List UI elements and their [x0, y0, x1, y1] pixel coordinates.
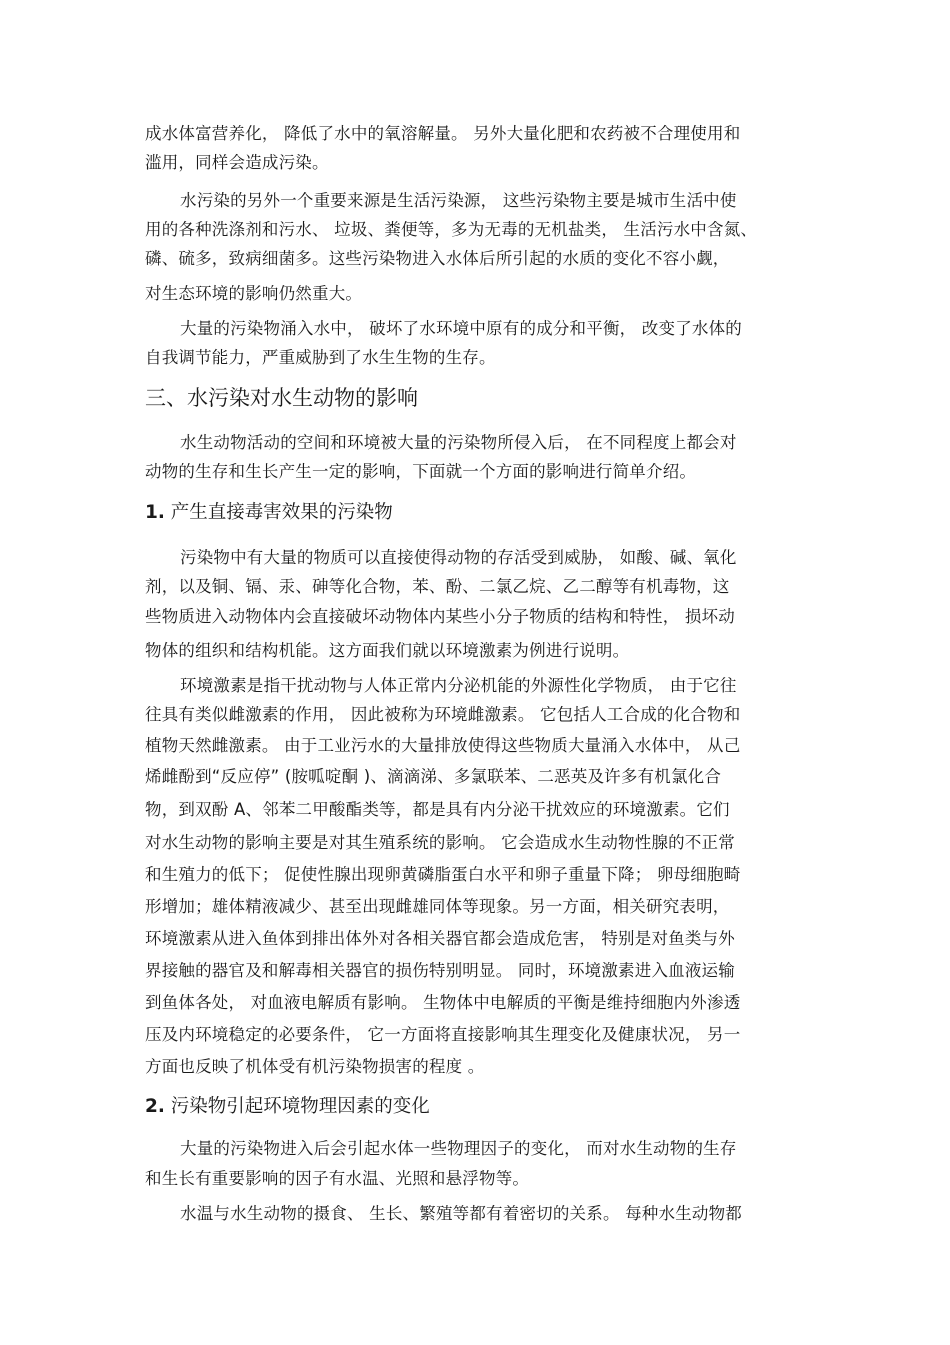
paragraph-line: 压及内环境稳定的必要条件， 它一方面将直接影响其生理变化及健康状况， 另一 [145, 1025, 741, 1044]
subsection-title: 污染物引起环境物理因素的变化 [170, 1096, 430, 1117]
paragraph-line: 滥用，同样会造成污染。 [145, 153, 329, 172]
paragraph-line: 到鱼体各处， 对血液电解质有影响。 生物体中电解质的平衡是维持细胞内外渗透 [145, 993, 741, 1012]
subsection-heading [145, 1094, 430, 1120]
paragraph-line: 污染物中有大量的物质可以直接使得动物的存活受到威胁， 如酸、碱、氧化 [180, 548, 737, 567]
paragraph-line: 成水体富营养化， 降低了水中的氧溶解量。 另外大量化肥和农药被不合理使用和 [145, 124, 741, 143]
subsection-title: 产生直接毒害效果的污染物 [170, 502, 393, 523]
paragraph-line: 动物的生存和生长产生一定的影响，下面就一个方面的影响进行简单介绍。 [145, 462, 697, 481]
paragraph-line: 界接触的器官及和解毒相关器官的损伤特别明显。 同时，环境激素进入血液运输 [145, 961, 735, 980]
subsection-number: 2. [145, 1096, 165, 1117]
paragraph-line: 烯雌酚到“反应停” (胺呱啶酮 )、滴滴涕、多氯联苯、二恶英及许多有机氯化合 [145, 767, 722, 786]
subsection-heading [145, 500, 393, 526]
paragraph-line: 大量的污染物涌入水中， 破坏了水环境中原有的成分和平衡， 改变了水体的 [180, 319, 742, 338]
paragraph-line: 和生殖力的低下； 促使性腺出现卵黄磷脂蛋白水平和卵子重量下降； 卵母细胞畸 [145, 865, 741, 884]
paragraph-line: 对生态环境的影响仍然重大。 [145, 284, 363, 303]
paragraph-line: 些物质进入动物体内会直接破坏动物体内某些小分子物质的结构和特性， 损坏动 [145, 607, 735, 626]
paragraph-line: 环境激素是指干扰动物与人体正常内分泌机能的外源性化学物质， 由于它往 [180, 676, 737, 695]
paragraph-line: 用的各种洗涤剂和污水、 垃圾、粪便等，多为无毒的无机盐类， 生活污水中含氮、 [145, 220, 758, 239]
paragraph-line: 方面也反映了机体受有机污染物损害的程度 。 [145, 1057, 485, 1076]
paragraph-line: 植物天然雌激素。 由于工业污水的大量排放使得这些物质大量涌入水体中， 从己 [145, 736, 741, 755]
subsection-number: 1. [145, 502, 165, 523]
paragraph-line: 磷、硫多，致病细菌多。这些污染物进入水体后所引起的水质的变化不容小觑， [145, 249, 730, 268]
paragraph-line: 大量的污染物进入后会引起水体一些物理因子的变化， 而对水生动物的生存 [180, 1139, 737, 1158]
paragraph-line: 和生长有重要影响的因子有水温、光照和悬浮物等。 [145, 1169, 530, 1188]
paragraph-line: 自我调节能力，严重威胁到了水生生物的生存。 [145, 348, 496, 367]
section-heading: 三、水污染对水生动物的影响 [145, 386, 418, 410]
paragraph-line: 剂，以及铜、镉、汞、砷等化合物，苯、酚、二氯乙烷、乙二醇等有机毒物，这 [145, 577, 730, 596]
paragraph-line: 环境激素从进入鱼体到排出体外对各相关器官都会造成危害， 特别是对鱼类与外 [145, 929, 735, 948]
paragraph-line: 水污染的另外一个重要来源是生活污染源， 这些污染物主要是城市生活中使 [180, 191, 737, 210]
paragraph-line: 水温与水生动物的摄食、 生长、繁殖等都有着密切的关系。 每种水生动物都 [180, 1204, 742, 1223]
paragraph-line: 往具有类似雌激素的作用， 因此被称为环境雌激素。 它包括人工合成的化合物和 [145, 705, 741, 724]
paragraph-line: 物体的组织和结构机能。这方面我们就以环境激素为例进行说明。 [145, 641, 630, 660]
paragraph-line: 对水生动物的影响主要是对其生殖系统的影响。 它会造成水生动物性腺的不正常 [145, 833, 735, 852]
paragraph-line: 物，到双酚 A、邻苯二甲酸酯类等，都是具有内分泌干扰效应的环境激素。它们 [145, 800, 730, 819]
paragraph-line: 水生动物活动的空间和环境被大量的污染物所侵入后， 在不同程度上都会对 [180, 433, 737, 452]
paragraph-line: 形增加；雄体精液减少、甚至出现雌雄同体等现象。另一方面，相关研究表明， [145, 897, 730, 916]
